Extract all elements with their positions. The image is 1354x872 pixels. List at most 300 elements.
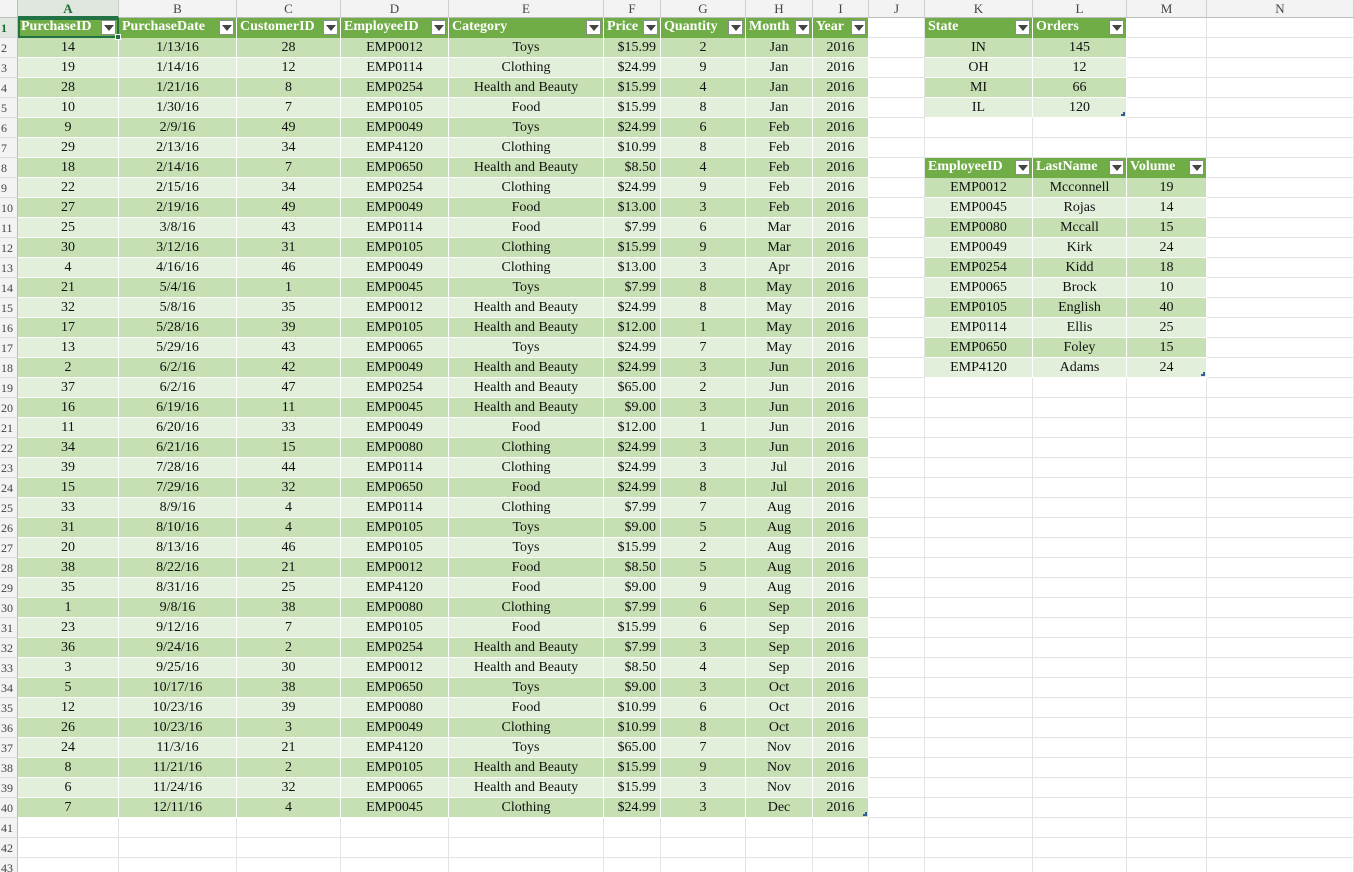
column-header-h[interactable]: H <box>746 0 813 18</box>
purchases-cell-employeeid[interactable]: EMP0650 <box>341 678 449 698</box>
purchases-cell-purchasedate[interactable]: 5/8/16 <box>119 298 237 318</box>
purchases-cell-year[interactable]: 2016 <box>813 758 869 778</box>
purchases-cell-employeeid[interactable]: EMP0080 <box>341 438 449 458</box>
empty-cell[interactable] <box>869 478 925 498</box>
purchases-cell-month[interactable]: Jun <box>746 438 813 458</box>
row-header-34[interactable]: 34 <box>0 678 18 698</box>
states-cell-orders[interactable]: 145 <box>1033 38 1127 58</box>
row-header-42[interactable]: 42 <box>0 838 18 858</box>
purchases-cell-category[interactable]: Health and Beauty <box>449 378 604 398</box>
purchases-cell-purchasedate[interactable]: 1/13/16 <box>119 38 237 58</box>
purchases-cell-month[interactable]: Feb <box>746 138 813 158</box>
empty-cell[interactable] <box>1207 238 1354 258</box>
row-header-19[interactable]: 19 <box>0 378 18 398</box>
purchases-cell-purchaseid[interactable]: 21 <box>18 278 119 298</box>
filter-dropdown-icon[interactable] <box>1015 20 1030 35</box>
purchases-cell-price[interactable]: $10.99 <box>604 718 661 738</box>
purchases-cell-purchasedate[interactable]: 1/21/16 <box>119 78 237 98</box>
purchases-cell-year[interactable]: 2016 <box>813 718 869 738</box>
empty-cell[interactable] <box>18 858 119 872</box>
purchases-cell-year[interactable]: 2016 <box>813 38 869 58</box>
purchases-cell-purchaseid[interactable]: 4 <box>18 258 119 278</box>
purchases-cell-month[interactable]: Sep <box>746 638 813 658</box>
purchases-cell-month[interactable]: Apr <box>746 258 813 278</box>
empty-cell[interactable] <box>1207 618 1354 638</box>
purchases-cell-customerid[interactable]: 39 <box>237 698 341 718</box>
purchases-cell-purchasedate[interactable]: 6/20/16 <box>119 418 237 438</box>
purchases-cell-purchaseid[interactable]: 10 <box>18 98 119 118</box>
empty-cell[interactable] <box>1033 698 1127 718</box>
empty-cell[interactable] <box>869 78 925 98</box>
purchases-cell-employeeid[interactable]: EMP0012 <box>341 558 449 578</box>
purchases-cell-price[interactable]: $9.00 <box>604 398 661 418</box>
purchases-cell-purchaseid[interactable]: 3 <box>18 658 119 678</box>
empty-cell[interactable] <box>604 858 661 872</box>
purchases-cell-quantity[interactable]: 9 <box>661 238 746 258</box>
purchases-cell-purchaseid[interactable]: 25 <box>18 218 119 238</box>
purchases-cell-customerid[interactable]: 38 <box>237 678 341 698</box>
purchases-cell-price[interactable]: $24.99 <box>604 178 661 198</box>
empty-cell[interactable] <box>869 558 925 578</box>
purchases-cell-year[interactable]: 2016 <box>813 58 869 78</box>
employees-cell-lastname[interactable]: Kidd <box>1033 258 1127 278</box>
empty-cell[interactable] <box>1207 638 1354 658</box>
purchases-cell-purchasedate[interactable]: 10/17/16 <box>119 678 237 698</box>
empty-cell[interactable] <box>869 858 925 872</box>
purchases-cell-customerid[interactable]: 8 <box>237 78 341 98</box>
row-header-4[interactable]: 4 <box>0 78 18 98</box>
employees-cell-employeeid[interactable]: EMP4120 <box>925 358 1033 378</box>
empty-cell[interactable] <box>925 798 1033 818</box>
purchases-cell-customerid[interactable]: 21 <box>237 738 341 758</box>
empty-cell[interactable] <box>1207 178 1354 198</box>
purchases-cell-quantity[interactable]: 7 <box>661 338 746 358</box>
empty-cell[interactable] <box>1207 278 1354 298</box>
purchases-cell-year[interactable]: 2016 <box>813 98 869 118</box>
empty-cell[interactable] <box>1127 818 1207 838</box>
purchases-cell-price[interactable]: $65.00 <box>604 378 661 398</box>
row-header-26[interactable]: 26 <box>0 518 18 538</box>
empty-cell[interactable] <box>869 458 925 478</box>
empty-cell[interactable] <box>925 138 1033 158</box>
empty-cell[interactable] <box>1127 398 1207 418</box>
empty-cell[interactable] <box>925 818 1033 838</box>
purchases-cell-purchasedate[interactable]: 3/12/16 <box>119 238 237 258</box>
empty-cell[interactable] <box>1207 838 1354 858</box>
purchases-cell-month[interactable]: Jan <box>746 58 813 78</box>
filter-dropdown-icon[interactable] <box>1015 160 1030 175</box>
empty-cell[interactable] <box>1207 38 1354 58</box>
purchases-cell-month[interactable]: Oct <box>746 718 813 738</box>
employees-cell-volume[interactable]: 14 <box>1127 198 1207 218</box>
purchases-header-purchasedate[interactable] <box>119 18 237 38</box>
purchases-cell-quantity[interactable]: 6 <box>661 218 746 238</box>
empty-cell[interactable] <box>1033 478 1127 498</box>
purchases-cell-year[interactable]: 2016 <box>813 158 869 178</box>
employees-cell-lastname[interactable]: English <box>1033 298 1127 318</box>
purchases-cell-year[interactable]: 2016 <box>813 658 869 678</box>
empty-cell[interactable] <box>1127 758 1207 778</box>
purchases-cell-year[interactable]: 2016 <box>813 698 869 718</box>
empty-cell[interactable] <box>869 18 925 38</box>
empty-cell[interactable] <box>1127 518 1207 538</box>
row-header-9[interactable]: 9 <box>0 178 18 198</box>
purchases-cell-quantity[interactable]: 9 <box>661 58 746 78</box>
purchases-cell-category[interactable]: Food <box>449 418 604 438</box>
empty-cell[interactable] <box>925 438 1033 458</box>
purchases-cell-customerid[interactable]: 33 <box>237 418 341 438</box>
empty-cell[interactable] <box>237 838 341 858</box>
filter-dropdown-icon[interactable] <box>851 20 866 35</box>
purchases-cell-purchasedate[interactable]: 8/9/16 <box>119 498 237 518</box>
purchases-cell-price[interactable]: $8.50 <box>604 158 661 178</box>
row-header-30[interactable]: 30 <box>0 598 18 618</box>
row-header-43[interactable]: 43 <box>0 858 18 872</box>
purchases-cell-quantity[interactable]: 7 <box>661 498 746 518</box>
empty-cell[interactable] <box>341 858 449 872</box>
purchases-header-customerid[interactable] <box>237 18 341 38</box>
purchases-cell-price[interactable]: $8.50 <box>604 658 661 678</box>
empty-cell[interactable] <box>1127 638 1207 658</box>
purchases-cell-quantity[interactable]: 3 <box>661 638 746 658</box>
purchases-cell-price[interactable]: $15.99 <box>604 238 661 258</box>
purchases-cell-purchaseid[interactable]: 31 <box>18 518 119 538</box>
empty-cell[interactable] <box>1127 378 1207 398</box>
filter-dropdown-icon[interactable] <box>728 20 743 35</box>
purchases-cell-purchaseid[interactable]: 37 <box>18 378 119 398</box>
row-header-8[interactable]: 8 <box>0 158 18 178</box>
purchases-cell-year[interactable]: 2016 <box>813 218 869 238</box>
employees-cell-employeeid[interactable]: EMP0105 <box>925 298 1033 318</box>
purchases-cell-employeeid[interactable]: EMP0012 <box>341 38 449 58</box>
purchases-cell-year[interactable]: 2016 <box>813 418 869 438</box>
purchases-cell-price[interactable]: $10.99 <box>604 138 661 158</box>
purchases-cell-month[interactable]: Oct <box>746 678 813 698</box>
purchases-cell-year[interactable]: 2016 <box>813 458 869 478</box>
purchases-cell-quantity[interactable]: 3 <box>661 398 746 418</box>
purchases-cell-year[interactable]: 2016 <box>813 138 869 158</box>
empty-cell[interactable] <box>237 858 341 872</box>
column-header-c[interactable]: C <box>237 0 341 18</box>
empty-cell[interactable] <box>1127 58 1207 78</box>
purchases-cell-category[interactable]: Food <box>449 478 604 498</box>
empty-cell[interactable] <box>1207 518 1354 538</box>
purchases-cell-customerid[interactable]: 4 <box>237 518 341 538</box>
empty-cell[interactable] <box>869 798 925 818</box>
purchases-cell-category[interactable]: Toys <box>449 278 604 298</box>
purchases-cell-price[interactable]: $12.00 <box>604 418 661 438</box>
purchases-cell-month[interactable]: Jan <box>746 98 813 118</box>
purchases-cell-month[interactable]: Mar <box>746 238 813 258</box>
row-header-3[interactable]: 3 <box>0 58 18 78</box>
purchases-cell-employeeid[interactable]: EMP0045 <box>341 798 449 818</box>
empty-cell[interactable] <box>869 218 925 238</box>
purchases-cell-month[interactable]: Aug <box>746 538 813 558</box>
purchases-cell-customerid[interactable]: 39 <box>237 318 341 338</box>
purchases-cell-year[interactable]: 2016 <box>813 678 869 698</box>
purchases-cell-year[interactable]: 2016 <box>813 498 869 518</box>
purchases-cell-purchasedate[interactable]: 2/14/16 <box>119 158 237 178</box>
purchases-cell-purchaseid[interactable]: 5 <box>18 678 119 698</box>
purchases-cell-employeeid[interactable]: EMP0105 <box>341 538 449 558</box>
purchases-cell-customerid[interactable]: 4 <box>237 498 341 518</box>
purchases-cell-employeeid[interactable]: EMP0049 <box>341 718 449 738</box>
row-header-22[interactable]: 22 <box>0 438 18 458</box>
purchases-cell-employeeid[interactable]: EMP0045 <box>341 278 449 298</box>
purchases-cell-year[interactable]: 2016 <box>813 298 869 318</box>
row-header-21[interactable]: 21 <box>0 418 18 438</box>
purchases-cell-quantity[interactable]: 4 <box>661 158 746 178</box>
purchases-cell-quantity[interactable]: 8 <box>661 138 746 158</box>
purchases-cell-quantity[interactable]: 7 <box>661 738 746 758</box>
empty-cell[interactable] <box>925 718 1033 738</box>
purchases-cell-year[interactable]: 2016 <box>813 258 869 278</box>
purchases-cell-employeeid[interactable]: EMP0049 <box>341 418 449 438</box>
purchases-cell-purchasedate[interactable]: 9/12/16 <box>119 618 237 638</box>
empty-cell[interactable] <box>1207 258 1354 278</box>
purchases-cell-quantity[interactable]: 9 <box>661 758 746 778</box>
states-cell-state[interactable]: IN <box>925 38 1033 58</box>
purchases-cell-customerid[interactable]: 49 <box>237 118 341 138</box>
empty-cell[interactable] <box>1127 798 1207 818</box>
purchases-cell-year[interactable]: 2016 <box>813 618 869 638</box>
purchases-cell-category[interactable]: Health and Beauty <box>449 398 604 418</box>
column-header-i[interactable]: I <box>813 0 869 18</box>
purchases-cell-year[interactable]: 2016 <box>813 238 869 258</box>
purchases-cell-employeeid[interactable]: EMP0105 <box>341 318 449 338</box>
purchases-cell-year[interactable]: 2016 <box>813 378 869 398</box>
purchases-cell-employeeid[interactable]: EMP0065 <box>341 338 449 358</box>
purchases-cell-price[interactable]: $15.99 <box>604 98 661 118</box>
row-header-35[interactable]: 35 <box>0 698 18 718</box>
purchases-cell-purchaseid[interactable]: 38 <box>18 558 119 578</box>
empty-cell[interactable] <box>869 598 925 618</box>
purchases-cell-category[interactable]: Health and Beauty <box>449 318 604 338</box>
row-header-23[interactable]: 23 <box>0 458 18 478</box>
purchases-cell-employeeid[interactable]: EMP0105 <box>341 758 449 778</box>
empty-cell[interactable] <box>746 858 813 872</box>
purchases-cell-price[interactable]: $15.99 <box>604 618 661 638</box>
purchases-cell-purchaseid[interactable]: 12 <box>18 698 119 718</box>
empty-cell[interactable] <box>869 58 925 78</box>
empty-cell[interactable] <box>869 498 925 518</box>
states-cell-state[interactable]: OH <box>925 58 1033 78</box>
purchases-cell-purchasedate[interactable]: 3/8/16 <box>119 218 237 238</box>
employees-cell-employeeid[interactable]: EMP0012 <box>925 178 1033 198</box>
purchases-cell-price[interactable]: $13.00 <box>604 198 661 218</box>
states-header-orders[interactable] <box>1033 18 1127 38</box>
empty-cell[interactable] <box>869 838 925 858</box>
purchases-cell-purchasedate[interactable]: 8/13/16 <box>119 538 237 558</box>
empty-cell[interactable] <box>925 858 1033 872</box>
purchases-cell-purchasedate[interactable]: 1/14/16 <box>119 58 237 78</box>
purchases-cell-purchaseid[interactable]: 22 <box>18 178 119 198</box>
row-header-39[interactable]: 39 <box>0 778 18 798</box>
purchases-cell-employeeid[interactable]: EMP0065 <box>341 778 449 798</box>
empty-cell[interactable] <box>869 378 925 398</box>
empty-cell[interactable] <box>1127 78 1207 98</box>
column-header-f[interactable]: F <box>604 0 661 18</box>
purchases-cell-month[interactable]: Jun <box>746 378 813 398</box>
empty-cell[interactable] <box>1207 658 1354 678</box>
employees-cell-volume[interactable]: 24 <box>1127 238 1207 258</box>
purchases-header-price[interactable] <box>604 18 661 38</box>
purchases-cell-quantity[interactable]: 3 <box>661 678 746 698</box>
empty-cell[interactable] <box>1033 518 1127 538</box>
empty-cell[interactable] <box>813 858 869 872</box>
purchases-cell-purchasedate[interactable]: 11/3/16 <box>119 738 237 758</box>
empty-cell[interactable] <box>1127 718 1207 738</box>
purchases-cell-quantity[interactable]: 1 <box>661 418 746 438</box>
empty-cell[interactable] <box>1207 118 1354 138</box>
purchases-cell-employeeid[interactable]: EMP0114 <box>341 218 449 238</box>
purchases-cell-year[interactable]: 2016 <box>813 438 869 458</box>
purchases-cell-year[interactable]: 2016 <box>813 518 869 538</box>
empty-cell[interactable] <box>1207 298 1354 318</box>
employees-cell-volume[interactable]: 19 <box>1127 178 1207 198</box>
purchases-cell-price[interactable]: $65.00 <box>604 738 661 758</box>
purchases-cell-year[interactable]: 2016 <box>813 358 869 378</box>
purchases-cell-quantity[interactable]: 9 <box>661 178 746 198</box>
column-header-d[interactable]: D <box>341 0 449 18</box>
purchases-cell-price[interactable]: $10.99 <box>604 698 661 718</box>
empty-cell[interactable] <box>869 298 925 318</box>
empty-cell[interactable] <box>1207 698 1354 718</box>
employees-cell-lastname[interactable]: Ellis <box>1033 318 1127 338</box>
purchases-cell-purchaseid[interactable]: 13 <box>18 338 119 358</box>
row-header-40[interactable]: 40 <box>0 798 18 818</box>
column-header-e[interactable]: E <box>449 0 604 18</box>
empty-cell[interactable] <box>869 778 925 798</box>
empty-cell[interactable] <box>1207 138 1354 158</box>
empty-cell[interactable] <box>869 278 925 298</box>
purchases-cell-customerid[interactable]: 43 <box>237 218 341 238</box>
empty-cell[interactable] <box>18 818 119 838</box>
purchases-cell-month[interactable]: Sep <box>746 658 813 678</box>
purchases-cell-purchasedate[interactable]: 9/24/16 <box>119 638 237 658</box>
purchases-cell-purchasedate[interactable]: 6/19/16 <box>119 398 237 418</box>
purchases-cell-month[interactable]: Nov <box>746 758 813 778</box>
purchases-cell-purchasedate[interactable]: 8/31/16 <box>119 578 237 598</box>
filter-dropdown-icon[interactable] <box>1109 20 1124 35</box>
employees-cell-employeeid[interactable]: EMP0045 <box>925 198 1033 218</box>
row-header-29[interactable]: 29 <box>0 578 18 598</box>
empty-cell[interactable] <box>661 818 746 838</box>
purchases-cell-purchasedate[interactable]: 2/9/16 <box>119 118 237 138</box>
empty-cell[interactable] <box>1127 438 1207 458</box>
empty-cell[interactable] <box>1207 778 1354 798</box>
empty-cell[interactable] <box>1033 658 1127 678</box>
column-header-b[interactable]: B <box>119 0 237 18</box>
purchases-cell-customerid[interactable]: 32 <box>237 478 341 498</box>
empty-cell[interactable] <box>869 38 925 58</box>
empty-cell[interactable] <box>813 838 869 858</box>
purchases-cell-purchaseid[interactable]: 2 <box>18 358 119 378</box>
purchases-cell-purchaseid[interactable]: 34 <box>18 438 119 458</box>
empty-cell[interactable] <box>1127 578 1207 598</box>
purchases-cell-customerid[interactable]: 7 <box>237 98 341 118</box>
employees-cell-employeeid[interactable]: EMP0049 <box>925 238 1033 258</box>
states-cell-orders[interactable]: 120 <box>1033 98 1127 118</box>
purchases-cell-quantity[interactable]: 2 <box>661 378 746 398</box>
purchases-cell-purchaseid[interactable]: 39 <box>18 458 119 478</box>
states-cell-state[interactable]: MI <box>925 78 1033 98</box>
purchases-cell-category[interactable]: Toys <box>449 118 604 138</box>
empty-cell[interactable] <box>237 818 341 838</box>
purchases-cell-customerid[interactable]: 11 <box>237 398 341 418</box>
purchases-cell-quantity[interactable]: 6 <box>661 618 746 638</box>
empty-cell[interactable] <box>1127 458 1207 478</box>
empty-cell[interactable] <box>1207 58 1354 78</box>
filter-dropdown-icon[interactable] <box>586 20 601 35</box>
empty-cell[interactable] <box>925 678 1033 698</box>
empty-cell[interactable] <box>1127 18 1207 38</box>
purchases-cell-price[interactable]: $15.99 <box>604 78 661 98</box>
empty-cell[interactable] <box>1033 838 1127 858</box>
purchases-cell-category[interactable]: Health and Beauty <box>449 358 604 378</box>
purchases-cell-customerid[interactable]: 47 <box>237 378 341 398</box>
purchases-cell-purchaseid[interactable]: 8 <box>18 758 119 778</box>
purchases-cell-month[interactable]: Nov <box>746 738 813 758</box>
purchases-cell-customerid[interactable]: 7 <box>237 618 341 638</box>
purchases-cell-purchaseid[interactable]: 26 <box>18 718 119 738</box>
purchases-cell-price[interactable]: $24.99 <box>604 798 661 818</box>
purchases-cell-price[interactable]: $24.99 <box>604 338 661 358</box>
empty-cell[interactable] <box>1033 418 1127 438</box>
purchases-cell-category[interactable]: Toys <box>449 738 604 758</box>
purchases-cell-price[interactable]: $24.99 <box>604 118 661 138</box>
column-header-k[interactable]: K <box>925 0 1033 18</box>
empty-cell[interactable] <box>1127 678 1207 698</box>
purchases-cell-year[interactable]: 2016 <box>813 318 869 338</box>
empty-cell[interactable] <box>869 758 925 778</box>
filter-dropdown-icon[interactable] <box>219 20 234 35</box>
purchases-cell-customerid[interactable]: 3 <box>237 718 341 738</box>
purchases-cell-customerid[interactable]: 2 <box>237 758 341 778</box>
empty-cell[interactable] <box>925 838 1033 858</box>
row-header-2[interactable]: 2 <box>0 38 18 58</box>
purchases-cell-category[interactable]: Health and Beauty <box>449 78 604 98</box>
purchases-cell-month[interactable]: Feb <box>746 118 813 138</box>
purchases-cell-employeeid[interactable]: EMP0254 <box>341 378 449 398</box>
column-header-m[interactable]: M <box>1127 0 1207 18</box>
employees-header-volume[interactable] <box>1127 158 1207 178</box>
purchases-cell-month[interactable]: Feb <box>746 198 813 218</box>
purchases-cell-category[interactable]: Toys <box>449 38 604 58</box>
purchases-cell-month[interactable]: May <box>746 318 813 338</box>
empty-cell[interactable] <box>925 698 1033 718</box>
row-header-36[interactable]: 36 <box>0 718 18 738</box>
purchases-cell-employeeid[interactable]: EMP0012 <box>341 298 449 318</box>
filter-dropdown-icon[interactable] <box>323 20 338 35</box>
purchases-cell-quantity[interactable]: 8 <box>661 298 746 318</box>
purchases-header-employeeid[interactable] <box>341 18 449 38</box>
empty-cell[interactable] <box>1033 438 1127 458</box>
empty-cell[interactable] <box>925 398 1033 418</box>
purchases-cell-month[interactable]: Nov <box>746 778 813 798</box>
empty-cell[interactable] <box>449 818 604 838</box>
purchases-cell-category[interactable]: Clothing <box>449 458 604 478</box>
employees-cell-lastname[interactable]: Mccall <box>1033 218 1127 238</box>
employees-cell-volume[interactable]: 24 <box>1127 358 1207 378</box>
empty-cell[interactable] <box>1207 358 1354 378</box>
empty-cell[interactable] <box>1127 738 1207 758</box>
purchases-cell-category[interactable]: Clothing <box>449 498 604 518</box>
empty-cell[interactable] <box>1207 758 1354 778</box>
purchases-cell-purchasedate[interactable]: 5/28/16 <box>119 318 237 338</box>
employees-cell-lastname[interactable]: Adams <box>1033 358 1127 378</box>
purchases-cell-category[interactable]: Clothing <box>449 598 604 618</box>
